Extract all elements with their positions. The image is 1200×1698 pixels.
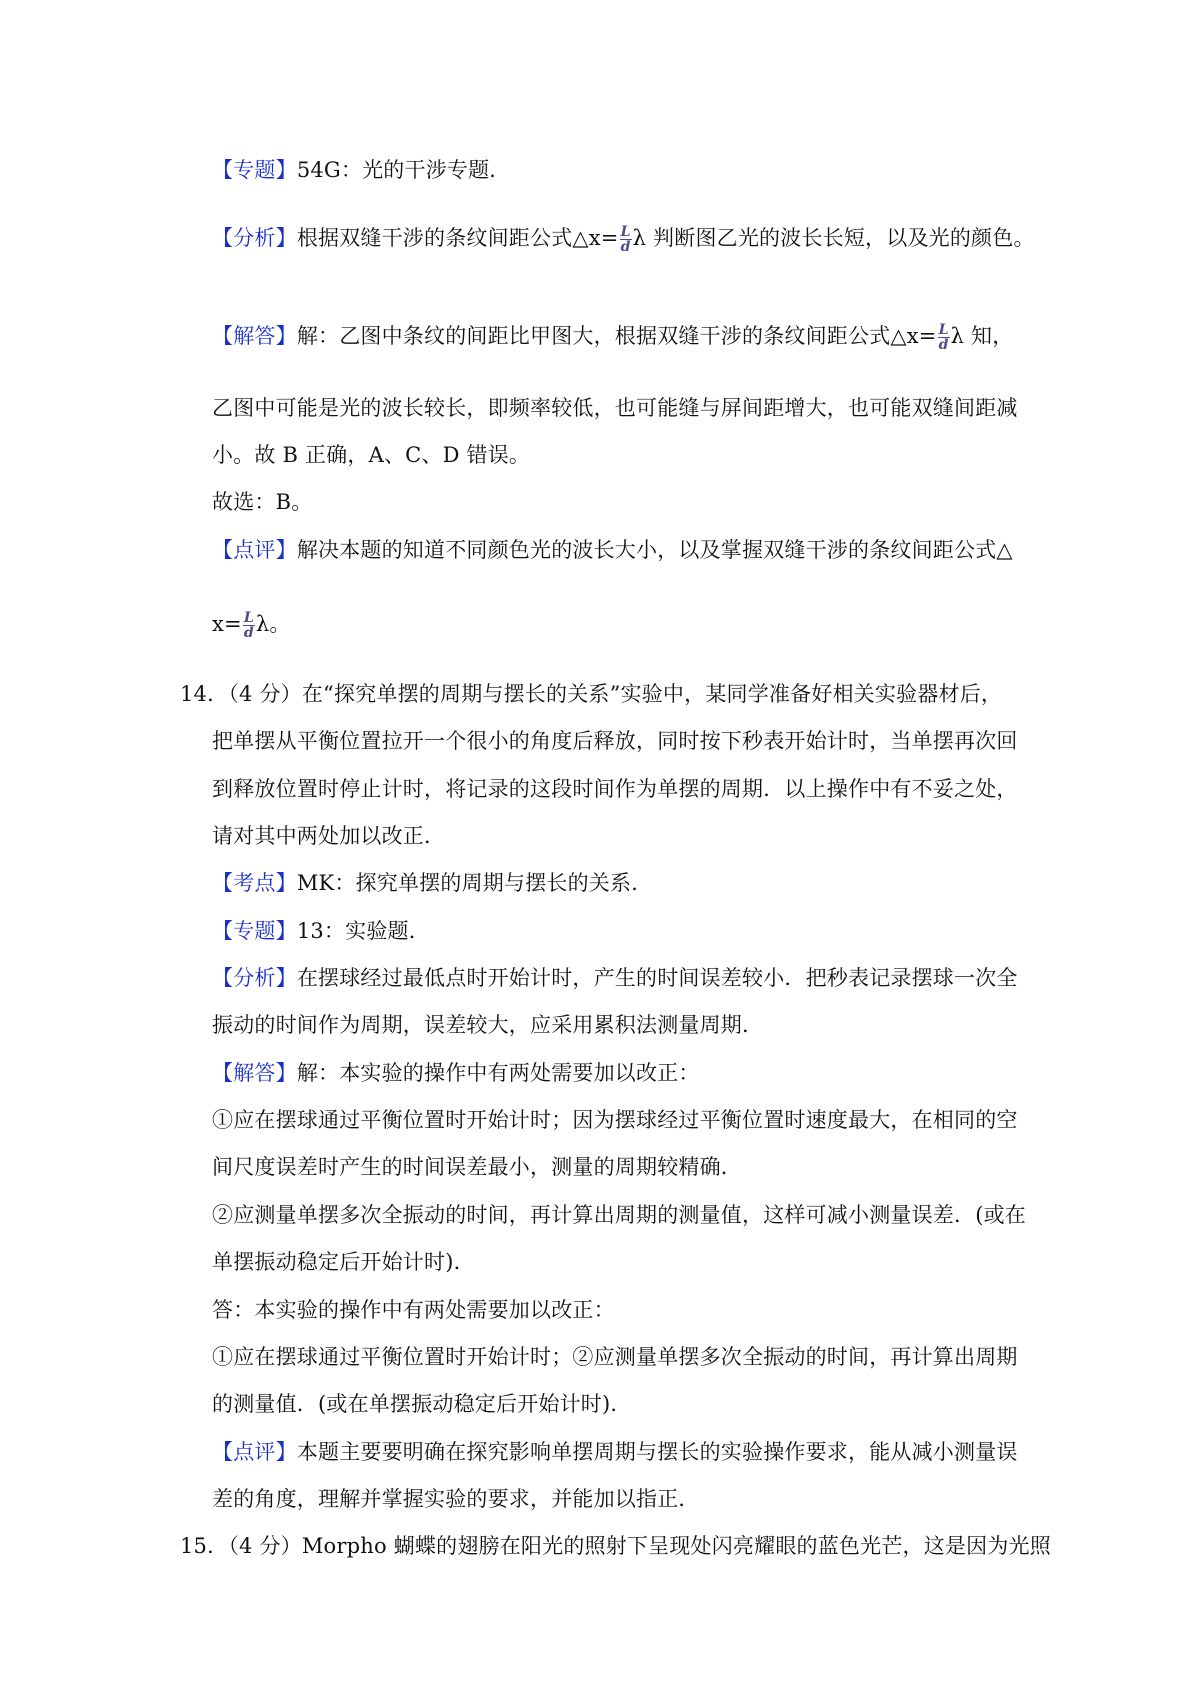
q14-point-line: 【考点】MK：探究单摆的周期与摆长的关系． [212, 871, 653, 895]
formula-fraction: $\frac{L}{d}$ [938, 322, 949, 353]
q13-topic-line [212, 156, 511, 184]
formula-fraction: $\frac{L}{d}$ [620, 224, 631, 255]
review-tag: 【点评】 [212, 1440, 297, 1464]
q13-review-line2: x= $\frac{L}{d}$ λ。 [212, 610, 291, 641]
q13-topic-text: 54G：光的干涉专题． [296, 158, 511, 182]
q13-analysis-line [212, 224, 1035, 254]
q14-review-line2: 差的角度，理解并掌握实验的要求，并能加以指正． [212, 1487, 700, 1511]
answer-tag: 【解答】 [212, 1061, 297, 1085]
q14-answer-line1: 【解答】解：本实验的操作中有两处需要加以改正： [212, 1061, 700, 1085]
q14-topic-line: 【专题】13：实验题． [212, 919, 430, 943]
q13-choice: 故选：B。 [212, 490, 313, 514]
q13-analysis-pre: 根据双缝干涉的条纹间距公式△x= [296, 226, 619, 250]
topic-tag: 【专题】 [212, 919, 297, 943]
q13-answer-line1 [212, 322, 1013, 352]
q13-analysis-post: λ 判断图乙光的波长长短，以及光的颜色。 [632, 226, 1035, 250]
topic-tag: 【专题】 [212, 158, 297, 182]
q13-answer-pre: 解：乙图中条纹的间距比甲图大，根据双缝干涉的条纹间距公式△x= [296, 324, 937, 348]
q14-body-line5: 答：本实验的操作中有两处需要加以改正： [212, 1298, 615, 1322]
analysis-tag: 【分析】 [212, 226, 297, 250]
q14-stem-line4: 请对其中两处加以改正． [212, 824, 446, 848]
q14-body-line2: 间尺度误差时产生的时间误差最小，测量的周期较精确． [212, 1155, 742, 1179]
q14-body-line1: ①应在摆球通过平衡位置时开始计时；因为摆球经过平衡位置时速度最大，在相同的空 [212, 1108, 1018, 1132]
answer-tag: 【解答】 [212, 324, 297, 348]
q14-stem-line2: 把单摆从平衡位置拉开一个很小的角度后释放，同时按下秒表开始计时，当单摆再次回 [212, 729, 1018, 753]
q13-answer-line3: 小。故 B 正确，A、C、D 错误。 [212, 443, 531, 467]
q14-analysis-line2: 振动的时间作为周期，误差较大，应采用累积法测量周期． [212, 1013, 764, 1037]
point-tag: 【考点】 [212, 871, 297, 895]
q14-body-line6: ①应在摆球通过平衡位置时开始计时；②应测量单摆多次全振动的时间，再计算出周期 [212, 1345, 1018, 1369]
q14-body-line7: 的测量值．(或在单摆振动稳定后开始计时)． [212, 1392, 632, 1416]
q14-review-line1: 【点评】本题主要要明确在探究影响单摆周期与摆长的实验操作要求，能从减小测量误 [212, 1440, 1018, 1464]
q14-analysis-line1: 【分析】在摆球经过最低点时开始计时，产生的时间误差较小．把秒表记录摆球一次全 [212, 966, 1018, 990]
review-tag: 【点评】 [212, 538, 297, 562]
formula-fraction: $\frac{L}{d}$ [243, 610, 254, 641]
q13-review-line1 [212, 536, 1013, 564]
analysis-tag: 【分析】 [212, 966, 297, 990]
q14-body-line3: ②应测量单摆多次全振动的时间，再计算出周期的测量值，这样可减小测量误差．(或在 [212, 1203, 1026, 1227]
q13-answer-line2: 乙图中可能是光的波长较长，即频率较低，也可能缝与屏间距增大，也可能双缝间距减 [212, 396, 1018, 420]
q15-stem-line1: 15．（4 分）Morpho 蝴蝶的翅膀在阳光的照射下呈现处闪亮耀眼的蓝色光芒，这是因为光照 [180, 1534, 1051, 1558]
q13-review-text: 解决本题的知道不同颜色光的波长大小，以及掌握双缝干涉的条纹间距公式△ [296, 538, 1013, 562]
q13-answer-post: λ 知， [950, 324, 1014, 348]
q14-stem-line3: 到释放位置时停止计时，将记录的这段时间作为单摆的周期．以上操作中有不妥之处， [212, 777, 1018, 801]
q14-stem-line1: 14．（4 分）在“探究单摆的周期与摆长的关系”实验中，某同学准备好相关实验器材后， [180, 682, 1003, 706]
q14-body-line4: 单摆振动稳定后开始计时)． [212, 1250, 475, 1274]
